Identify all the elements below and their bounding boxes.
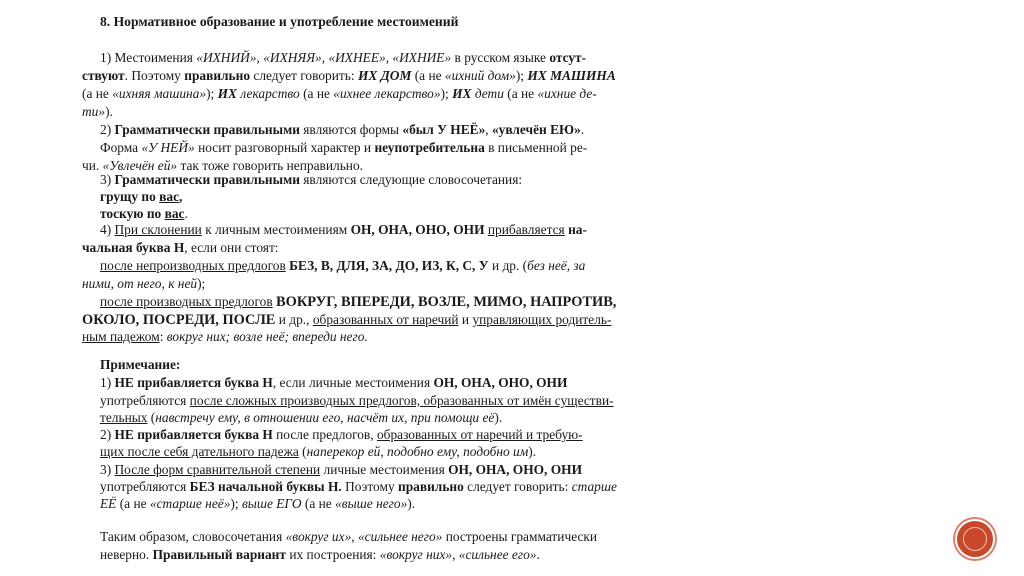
p4-line6: ОКОЛО, ПОСРЕДИ, ПОСЛЕ и др., образованных от наречий и управляющих родитель- [82,312,612,328]
note3-line3: ЕЁ (а не «старше неё»); выше ЕГО (а не «выше него»). [100,496,416,511]
note3-line1: 3) После форм сравнительной степени личные местоимения ОН, ОНА, ОНО, ОНИ [100,462,582,477]
p1-line1: 1) Местоимения «ИХНИЙ», «ИХНЯЯ», «ИХНЕЕ», «ИХНИЕ» в русском языке отсут- [100,50,587,65]
document-page [72,6,662,572]
p3-line1: 3) Грамматически правильными являются следующие словосочетания: [100,172,523,187]
document-title: 8. Нормативное образование и употребление местоимений [100,14,459,29]
slide-badge-icon [955,519,995,559]
p2-line3: чи. «Увлечён ей» так тоже говорить неправильно. [82,158,364,173]
p2-line1: 2) Грамматически правильными являются формы «был У НЕЁ», «увлечён ЕЮ». [100,122,585,137]
p3-line2: грущу по вас, [100,189,183,204]
p2-line2: Форма «У НЕЙ» носит разговорный характер и неупотребительна в письменной ре- [100,140,588,155]
note2-line2: щих после себя дательного падежа (наперекор ей, подобно ему, подобно им). [100,444,537,459]
conclusion-line1: Таким образом, словосочетания «вокруг их», «сильнее него» построены грамматически [100,529,598,544]
conclusion-line2: неверно. Правильный вариант их построения: «вокруг них», «сильнее его». [100,547,540,562]
p4-line7: ным падежом: вокруг них; возле неё; впереди него. [82,329,368,344]
p4-line4: ними, от него, к ней); [82,276,206,291]
note1-line1: 1) НЕ прибавляется буква Н, если личные местоимения ОН, ОНА, ОНО, ОНИ [100,375,568,390]
note-heading: Примечание: [100,357,181,372]
p1-line3: (а не «ихняя машина»); ИХ лекарство (а не «ихнее лекарство»); ИХ дети (а не «ихние де- [82,86,597,101]
p4-line2: чальная буква Н, если они стоят: [82,240,279,255]
p1-line4: ти»). [82,104,113,119]
p4-line3: после непроизводных предлогов БЕЗ, В, ДЛЯ, ЗА, ДО, ИЗ, К, С, У и др. (без неё, за [100,258,586,273]
p4-line1: 4) При склонении к личным местоимениям ОН, ОНА, ОНО, ОНИ прибавляется на- [100,222,587,237]
p3-line3: тоскую по вас. [100,206,188,221]
p4-line5: после производных предлогов ВОКРУГ, ВПЕРЕДИ, ВОЗЛЕ, МИМО, НАПРОТИВ, [100,294,617,310]
note3-line2: употребляются БЕЗ начальной буквы Н. Поэтому правильно следует говорить: старше [100,479,617,494]
note1-line2: употребляются после сложных производных предлогов, образованных от имён существи- [100,393,614,408]
note2-line1: 2) НЕ прибавляется буква Н после предлогов, образованных от наречий и требую- [100,427,583,442]
p1-line2: ствуют. Поэтому правильно следует говорить: ИХ ДОМ (а не «ихний дом»); ИХ МАШИНА [82,68,616,83]
note1-line3: тельных (навстречу ему, в отношении его, насчёт их, при помощи её). [100,410,503,425]
